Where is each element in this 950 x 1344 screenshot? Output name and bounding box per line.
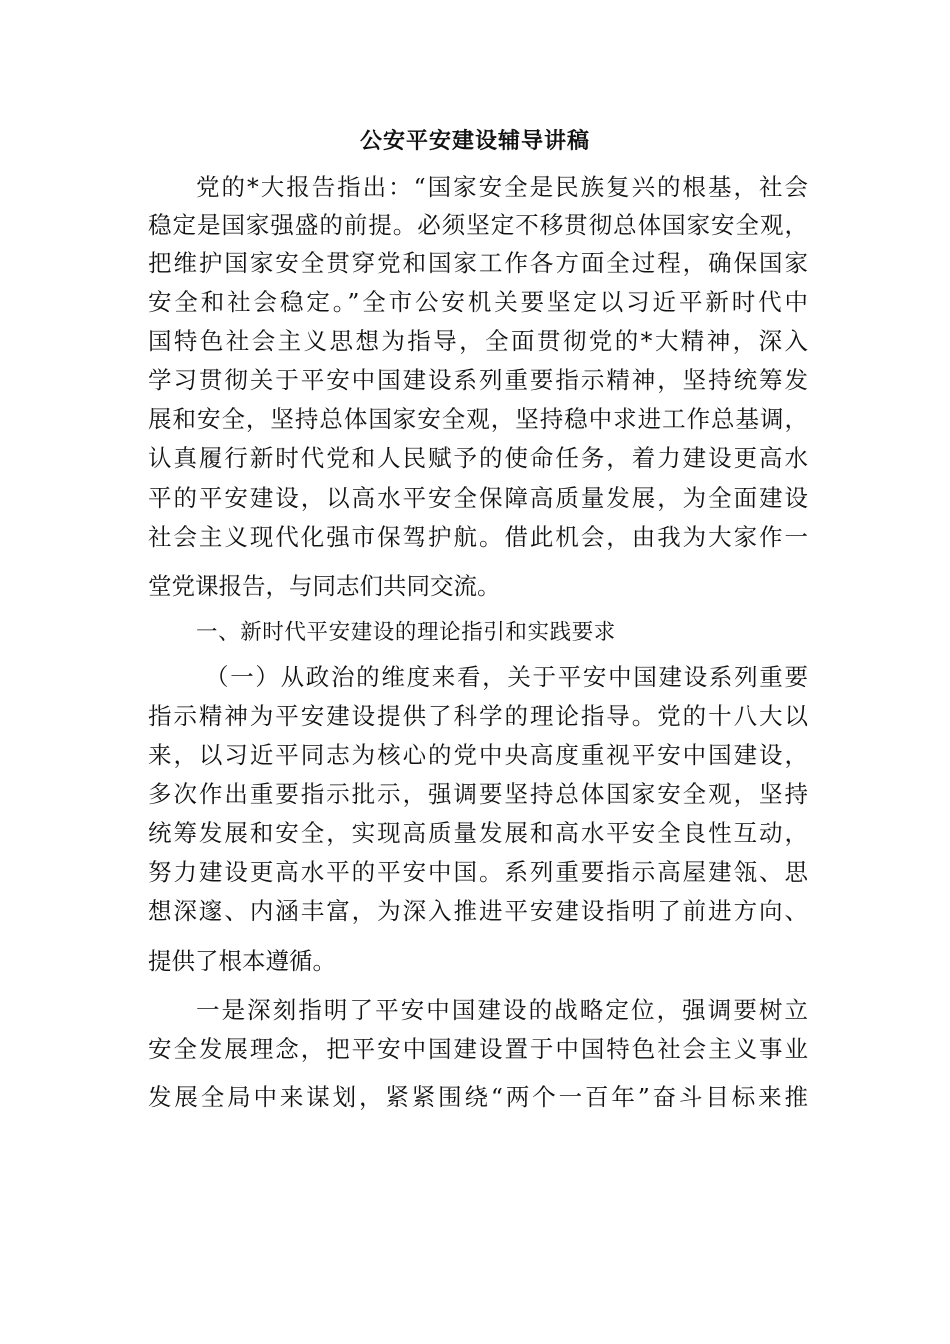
- paragraph-line: 来，以习近平同志为核心的党中央高度重视平安中国建设，: [148, 741, 808, 769]
- paragraph-line: 一是深刻指明了平安中国建设的战略定位，强调要树立: [196, 996, 808, 1024]
- paragraph-line: 稳定是国家强盛的前提。必须坚定不移贯彻总体国家安全观，: [148, 211, 808, 239]
- paragraph-line: 想深邃、内涵丰富，为深入推进平安建设指明了前进方向、: [148, 897, 808, 925]
- paragraph-line: 党的*大报告指出：“国家安全是民族复兴的根基，社会: [196, 173, 808, 201]
- paragraph-line: 堂党课报告，与同志们共同交流。: [148, 572, 501, 600]
- paragraph-line: 安全和社会稳定。”全市公安机关要坚定以习近平新时代中: [148, 288, 808, 316]
- paragraph-line: 认真履行新时代党和人民赋予的使命任务，着力建设更高水: [148, 444, 808, 472]
- paragraph-line: 把维护国家安全贯穿党和国家工作各方面全过程，确保国家: [148, 249, 808, 277]
- paragraph-line: 努力建设更高水平的平安中国。系列重要指示高屋建瓴、思: [148, 858, 808, 886]
- paragraph-line: 安全发展理念，把平安中国建设置于中国特色社会主义事业: [148, 1035, 808, 1063]
- paragraph-line: 平的平安建设，以高水平安全保障高质量发展，为全面建设: [148, 484, 808, 512]
- paragraph-line: 学习贯彻关于平安中国建设系列重要指示精神，坚持统筹发: [148, 366, 808, 394]
- paragraph-line: 提供了根本遵循。: [148, 947, 336, 975]
- paragraph-line: （一）从政治的维度来看，关于平安中国建设系列重要: [205, 663, 808, 691]
- paragraph-line: 发展全局中来谋划，紧紧围绕“两个一百年”奋斗目标来推: [148, 1083, 808, 1111]
- paragraph-line: 指示精神为平安建设提供了科学的理论指导。党的十八大以: [148, 702, 808, 730]
- paragraph-line: 国特色社会主义思想为指导，全面贯彻党的*大精神，深入: [148, 327, 808, 355]
- paragraph-line: 多次作出重要指示批示，强调要坚持总体国家安全观，坚持: [148, 780, 808, 808]
- paragraph-line: 展和安全，坚持总体国家安全观，坚持稳中求进工作总基调，: [148, 405, 808, 433]
- paragraph-line: 统筹发展和安全，实现高质量发展和高水平安全良性互动，: [148, 819, 808, 847]
- paragraph-line: 社会主义现代化强市保驾护航。借此机会，由我为大家作一: [148, 523, 808, 551]
- document-title: 公安平安建设辅导讲稿: [359, 128, 590, 154]
- section-heading: 一、新时代平安建设的理论指引和实践要求: [196, 620, 616, 645]
